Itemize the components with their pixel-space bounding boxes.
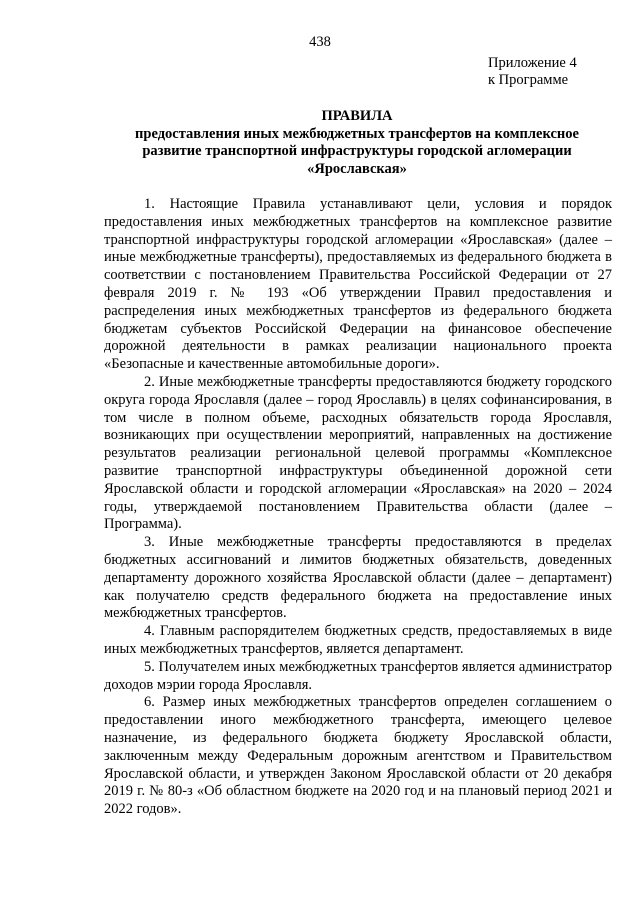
document-body: [104, 196, 612, 819]
title-line: развитие транспортной инфраструктуры городской агломерации: [142, 143, 572, 159]
paragraph: 4. Главным распорядителем бюджетных средств, предоставляемых в виде иных межбюджетных трансфертов, является департамент.: [104, 623, 612, 657]
appendix-line: Приложение 4: [488, 55, 577, 71]
paragraph: 5. Получателем иных межбюджетных трансфертов является администратор доходов мэрии города Ярославля.: [104, 658, 612, 693]
appendix-reference: [488, 55, 577, 89]
paragraph: 6. Размер иных межбюджетных трансфертов определен соглашением о предоставлении иного межбюджетного трансферта, имеющего целевое назначение, из федерального бюджета бюджету Ярославской области, заключенным между Федеральным дорожным агентством и Правительством Ярославской области, и утвержден Законом Ярославской области от 20 декабря 2019 г. № 80-з «Об областном бюджете на 2020 год и на плановый период 2021 и 2022 годов».: [104, 694, 612, 818]
title-heading: ПРАВИЛА: [321, 108, 393, 124]
page-number: 438: [309, 34, 331, 50]
paragraph: 3. Иные межбюджетные трансферты предоставляются в пределах бюджетных ассигнований и лимитов бюджетных обязательств, доведенных департаменту дорожного хозяйства Ярославской области (далее – департамент) как получателю средств федерального бюджета на предоставление иных межбюджетных трансфертов.: [104, 534, 612, 622]
appendix-line: к Программе: [488, 72, 569, 88]
paragraph: 2. Иные межбюджетные трансферты предоставляются бюджету городского округа города Ярославля (далее – город Ярославль) в целях софинансирования, в том числе в полном объеме, расходных обязательств города Ярославля, возникающих при осуществлении мероприятий, направленных на достижение результатов реализации региональной целевой программы «Комплексное развитие транспортной инфраструктуры объединенной дорожной сети Ярославской области и городской агломерации «Ярославская» на 2020 – 2024 годы, утверждаемой постановлением Правительства области (далее – Программа).: [104, 373, 612, 533]
paragraph: 1. Настоящие Правила устанавливают цели, условия и порядок предоставления иных межбюджетных трансфертов на комплексное развитие транспортной инфраструктуры городской агломерации «Ярославская» (далее – иные межбюджетные трансферты), предоставляемых из федерального бюджета в соответствии с постановлением Правительства Российской Федерации от 27 февраля 2019 г. № 193 «Об утверждении Правил предоставления и распределения иных межбюджетных трансфертов из федерального бюджета бюджетам субъектов Российской Федерации на финансовое обеспечение дорожной деятельности в рамках реализации национального проекта «Безопасные и качественные автомобильные дороги».: [104, 196, 612, 373]
document-title: [100, 108, 614, 178]
title-line: «Ярославская»: [307, 160, 407, 177]
title-line: предоставления иных межбюджетных трансфертов на комплексное: [135, 125, 579, 142]
